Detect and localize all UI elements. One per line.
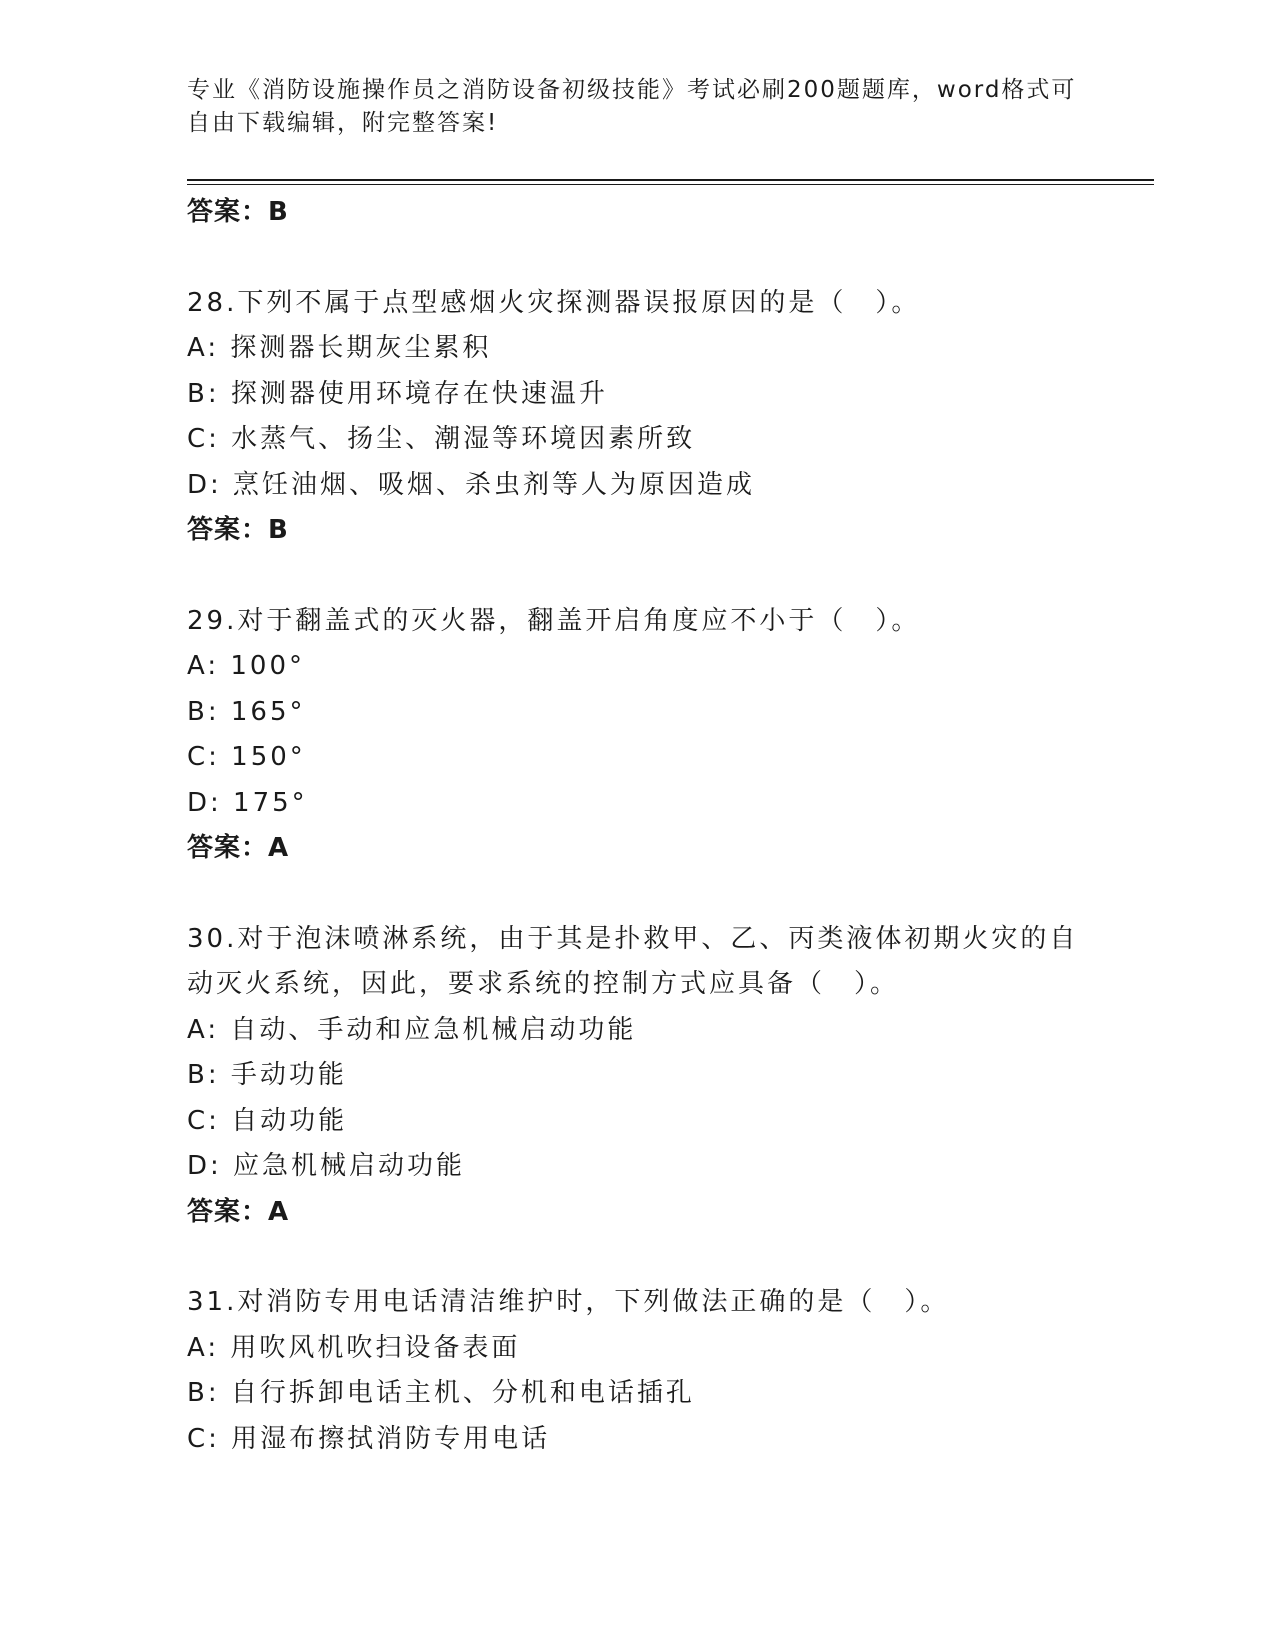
option-b: B: 165° [187, 696, 306, 727]
answer: 答案：A [187, 833, 290, 863]
option-c: C: 150° [187, 742, 306, 772]
option-c: C: 用湿布擦拭消防专用电话 [187, 1423, 551, 1454]
header-line-1: 专业《消防设施操作员之消防设备初级技能》考试必刷200题题库，word格式可 [187, 77, 1077, 103]
question-stem-line-1: 30.对于泡沫喷淋系统，由于其是扑救甲、乙、丙类液体初期火灾的自 [187, 923, 1079, 954]
question-28 [187, 281, 1087, 554]
answer: 答案：B [187, 515, 289, 545]
option-c: C: 水蒸气、扬尘、潮湿等环境因素所致 [187, 424, 696, 454]
option-d: D: 应急机械启动功能 [187, 1151, 466, 1181]
header-divider-thin [187, 184, 1154, 185]
question-stem: 31.对消防专用电话清洁维护时，下列做法正确的是（ ）。 [187, 1287, 950, 1317]
option-b: B: 探测器使用环境存在快速温升 [187, 378, 608, 409]
spacer [187, 872, 1087, 917]
question-29 [187, 599, 1087, 872]
header-line-2: 自由下载编辑，附完整答案! [187, 110, 499, 136]
question-stem: 28.下列不属于点型感烟火灾探测器误报原因的是（ ）。 [187, 287, 921, 318]
option-a: A: 用吹风机吹扫设备表面 [187, 1332, 521, 1363]
spacer [187, 554, 1087, 599]
answer: 答案：A [187, 1196, 290, 1227]
question-30 [187, 917, 1087, 1236]
question-31 [187, 1280, 1087, 1462]
option-c: C: 自动功能 [187, 1105, 348, 1136]
option-b: B: 自行拆卸电话主机、分机和电话插孔 [187, 1378, 695, 1408]
page-header [187, 74, 1087, 140]
option-a: A: 100° [187, 651, 305, 681]
spacer [187, 1235, 1087, 1280]
question-stem-line-2: 动灭火系统，因此，要求系统的控制方式应具备（ ）。 [187, 969, 900, 999]
option-a: A: 探测器长期灰尘累积 [187, 333, 492, 363]
option-d: D: 烹饪油烟、吸烟、杀虫剂等人为原因造成 [187, 469, 756, 500]
question-list [187, 190, 1087, 1462]
question-stem: 29.对于翻盖式的灭火器，翻盖开启角度应不小于（ ）。 [187, 605, 921, 636]
option-a: A: 自动、手动和应急机械启动功能 [187, 1014, 637, 1045]
previous-answer: 答案：B [187, 197, 289, 227]
option-d: D: 175° [187, 787, 308, 818]
spacer [187, 236, 1087, 281]
option-b: B: 手动功能 [187, 1060, 347, 1090]
header-divider-thick [187, 179, 1154, 181]
